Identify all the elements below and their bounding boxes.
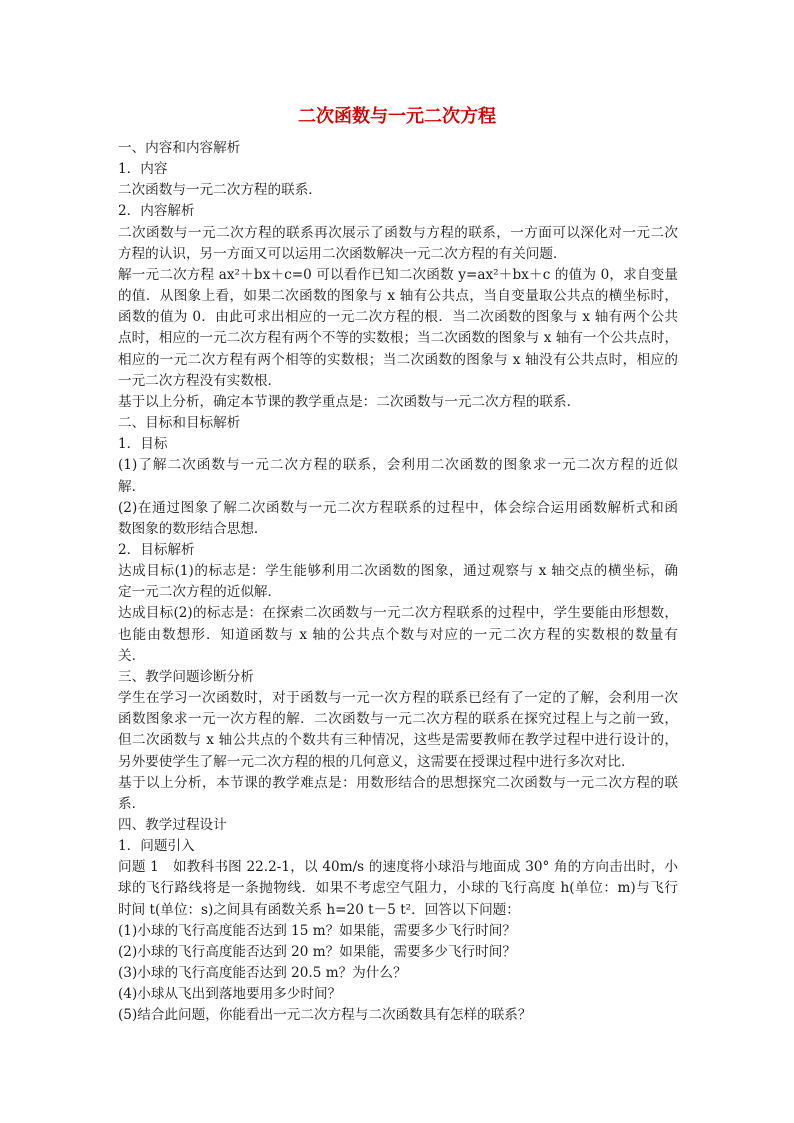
text-line: 一、内容和内容解析 <box>118 140 241 156</box>
text-line: (5)结合此问题，你能看出一元二次方程与二次函数具有怎样的联系？ <box>118 1007 532 1024</box>
text-line: 数图象的数形结合思想． <box>118 520 268 537</box>
text-line: 二、目标和目标解析 <box>118 415 241 432</box>
text-line: 基于以上分析，本节课的教学难点是：用数形结合的思想探究二次函数与一元二次方程的联 <box>118 774 678 791</box>
text-line: 点时，相应的一元二次方程有两个不等的实数根；当二次函数的图象与 x 轴有一个公共点时， <box>118 330 678 347</box>
text-line: 2．目标解析 <box>118 541 195 558</box>
text-line: (4)小球从飞出到落地要用多少时间？ <box>118 986 342 1003</box>
text-line: 达成目标(1)的标志是：学生能够利用二次函数的图象，通过观察与 x 轴交点的横坐标，确 <box>118 563 678 580</box>
text-line: 问题 1 如教科书图 22.2-1，以 40m/s 的速度将小球沿与地面成 30° 角的方向击出时，小 <box>118 859 678 876</box>
text-line: 也能由数想形．知道函数与 x 轴的公共点个数与对应的一元二次方程的实数根的数量有 <box>118 626 678 643</box>
text-line: 学生在学习一次函数时，对于函数与一元一次方程的联系已经有了一定的了解，会利用一次 <box>118 690 678 707</box>
text-line: 基于以上分析，确定本节课的教学重点是：二次函数与一元二次方程的联系． <box>118 393 581 410</box>
text-line: 另外要使学生了解一元二次方程的根的几何意义，这需要在授课过程中进行多次对比． <box>118 753 635 770</box>
text-line: (1)小球的飞行高度能否达到 15 m？如果能，需要多少飞行时间？ <box>118 922 516 939</box>
document-body <box>118 138 678 1027</box>
text-line: 1．目标 <box>118 436 168 453</box>
text-line: 相应的一元二次方程有两个相等的实数根；当二次函数的图象与 x 轴没有公共点时，相应的 <box>118 351 678 368</box>
text-line: 2．内容解析 <box>118 203 195 220</box>
text-line: 四、教学过程设计 <box>118 817 227 833</box>
text-line: 系． <box>118 795 146 812</box>
text-line: 1．问题引入 <box>118 838 195 855</box>
text-line: (2)在通过图象了解二次函数与一元二次方程联系的过程中，体会综合运用函数解析式和函 <box>118 499 678 516</box>
text-line: 方程的认识，另一方面又可以运用二次函数解决一元二次方程的有关问题． <box>118 245 567 262</box>
text-line: (2)小球的飞行高度能否达到 20 m？如果能，需要多少飞行时间？ <box>118 943 516 960</box>
document-title: 二次函数与一元二次方程 <box>298 106 496 127</box>
text-line: 关． <box>118 647 146 664</box>
text-line: 二次函数与一元二次方程的联系． <box>118 182 322 199</box>
text-line: 解一元二次方程 ax²＋bx＋c=0 可以看作已知二次函数 y=ax²＋bx＋c 的值为 0，求自变量 <box>118 266 678 283</box>
text-line: 二次函数与一元二次方程的联系再次展示了函数与方程的联系，一方面可以深化对一元二次 <box>118 224 678 241</box>
text-line: 函数的值为 0．由此可求出相应的一元二次方程的根．当二次函数的图象与 x 轴有两个公共 <box>118 309 678 326</box>
text-line: 的值．从图象上看，如果二次函数的图象与 x 轴有公共点，当自变量取公共点的横坐标时， <box>118 288 678 305</box>
text-line: (1)了解二次函数与一元二次方程的联系，会利用二次函数的图象求一元二次方程的近似 <box>118 457 678 474</box>
text-line: 函数图象求一元一次方程的解．二次函数与一元二次方程的联系在探究过程上与之前一致， <box>118 711 678 728</box>
text-line: 但二次函数与 x 轴公共点的个数共有三种情况，这些是需要教师在教学过程中进行设计的， <box>118 732 678 749</box>
text-line: 时间 t(单位：s)之间具有函数关系 h=20 t－5 t²．回答以下问题： <box>118 901 520 918</box>
text-line: (3)小球的飞行高度能否达到 20.5 m？为什么？ <box>118 965 407 982</box>
text-line: 一元二次方程没有实数根． <box>118 372 282 389</box>
text-line: 球的飞行路线将是一条抛物线．如果不考虑空气阻力，小球的飞行高度 h(单位：m)与飞行 <box>118 880 678 897</box>
text-line: 达成目标(2)的标志是：在探索二次函数与一元二次方程联系的过程中，学生要能由形想数， <box>118 605 678 622</box>
text-line: 定一元二次方程的近似解． <box>118 584 282 601</box>
text-line: 解． <box>118 478 146 495</box>
text-line: 1．内容 <box>118 161 168 178</box>
text-line: 三、教学问题诊断分析 <box>118 668 254 685</box>
